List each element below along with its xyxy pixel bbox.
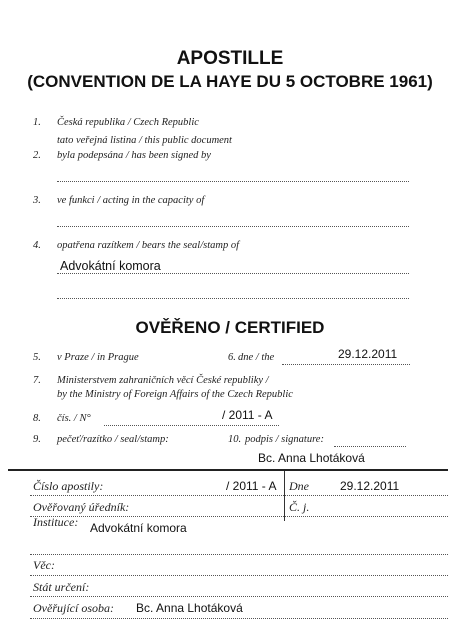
field-9-number: 9. [33,434,41,445]
overujici-osoba-label: Ověřující osoba: [33,601,114,615]
field-4-label: opatřena razítkem / bears the seal/stamp of [57,240,239,251]
table-column-divider [284,471,285,521]
table-row-line-6 [30,618,448,619]
field-4-fill-line [57,273,409,274]
field-6-label: dne / the [238,352,275,363]
field-6-value: 29.12.2011 [338,347,398,361]
field-10-label: podpis / signature: [245,434,324,445]
field-4-number: 4. [33,240,41,251]
dne-value: 29.12.2011 [340,479,400,493]
overujici-osoba-value: Bc. Anna Lhotáková [136,601,243,615]
field-7-number: 7. [33,375,41,386]
field-2-label: byla podepsána / has been signed by [57,150,211,161]
document-subtitle: (CONVENTION DE LA HAYE DU 5 OCTOBRE 1961) [27,72,433,91]
field-5-label: v Praze / in Prague [57,352,139,363]
field-2-fill-line [57,181,409,182]
field-4-fill-line-2 [57,298,409,299]
field-7-line-1: Ministerstvem zahraničních věcí České republiky / [57,375,269,386]
dne-label: Dne [289,479,309,493]
field-10-fill-line [334,446,406,447]
field-9-label: pečeť/razítko / seal/stamp: [57,434,169,445]
field-8-label: čís. / N° [57,413,91,424]
field-5-number: 5. [33,352,41,363]
field-8-number: 8. [33,413,41,424]
certified-heading: OVĚŘENO / CERTIFIED [135,318,325,337]
urednik-label: Ověřovaný úředník: [33,500,130,514]
stat-urceni-label: Stát určení: [33,580,90,594]
field-8-value: / 2011 - A [222,408,273,422]
table-row-line-3 [30,554,448,555]
instituce-label: Instituce: [33,515,79,529]
field-7-line-2: by the Ministry of Foreign Affairs of the Czech Republic [57,389,293,400]
document-title: APOSTILLE [176,48,284,69]
field-6-fill-line [282,364,410,365]
field-8-fill-line [104,425,279,426]
field-3-label: ve funkci / acting in the capacity of [57,195,205,206]
field-10-number: 10. [228,434,242,445]
field-2-pre-label: tato veřejná listina / this public document [57,135,232,146]
field-1-label: Česká republika / Czech Republic [57,117,199,128]
cislo-apostily-label: Číslo apostily: [33,479,104,493]
field-3-number: 3. [33,195,41,206]
table-row-line-5 [30,596,448,597]
table-top-border [8,469,448,471]
cj-label: Č. j. [289,500,310,514]
vec-label: Věc: [33,558,55,572]
instituce-value: Advokátní komora [90,521,187,535]
table-row-line-2 [30,516,448,517]
field-10-value: Bc. Anna Lhotáková [258,451,365,465]
field-6-number: 6. [228,352,236,363]
table-row-line-1 [30,495,448,496]
cislo-apostily-value: / 2011 - A [226,479,277,493]
table-row-line-4 [30,575,448,576]
field-2-number: 2. [33,150,41,161]
field-1-number: 1. [33,117,41,128]
field-3-fill-line [57,226,409,227]
field-4-value: Advokátní komora [60,259,161,273]
